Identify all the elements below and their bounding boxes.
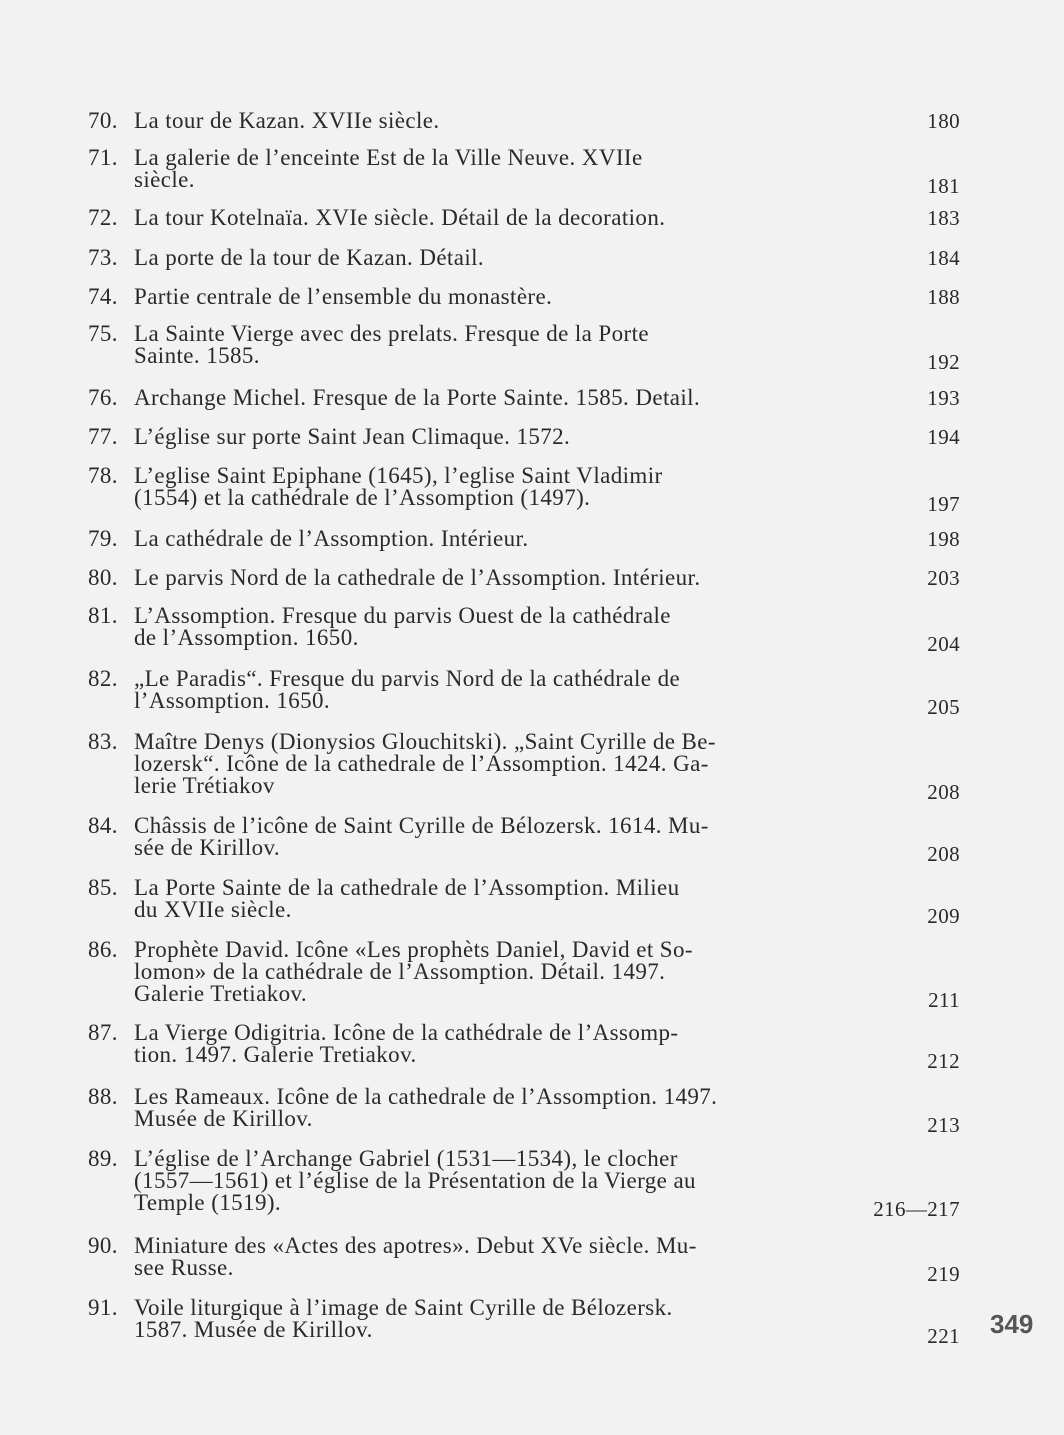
caption-line: La cathédrale de l’Assomption. Intérieur. — [134, 526, 529, 551]
caption-line: Prophète David. Icône «Les prophèts Daniel, David et So- — [134, 937, 693, 962]
item-caption — [134, 1297, 908, 1341]
item-caption — [134, 1086, 908, 1130]
item-caption — [134, 1148, 908, 1214]
item-number: 79. — [88, 526, 118, 551]
page-reference: 198 — [927, 527, 960, 551]
page-reference: 192 — [927, 350, 960, 374]
list-item — [88, 729, 960, 804]
item-number: 81. — [88, 603, 118, 628]
caption-line: siècle. — [134, 167, 195, 192]
list-item — [88, 1295, 960, 1348]
caption-line: La porte de la tour de Kazan. Détail. — [134, 245, 485, 270]
item-number: 82. — [88, 666, 118, 691]
caption-line: La Sainte Vierge avec des prelats. Fresque de la Porte — [134, 321, 649, 346]
item-number: 77. — [88, 424, 118, 449]
caption-line: tion. 1497. Galerie Tretiakov. — [134, 1042, 417, 1067]
caption-line: La Vierge Odigitria. Icône de la cathédrale de l’Assomp- — [134, 1020, 679, 1045]
list-item — [88, 426, 960, 448]
page-reference: 188 — [927, 285, 960, 309]
page-reference: 219 — [927, 1262, 960, 1286]
list-item — [88, 247, 960, 269]
caption-line: du XVIIe siècle. — [134, 897, 292, 922]
caption-line: lozersk“. Icône de la cathedrale de l’Assomption. 1424. Ga- — [134, 751, 709, 776]
caption-line: Sainte. 1585. — [134, 343, 260, 368]
list-item — [88, 1233, 960, 1286]
caption-line: La Porte Sainte de la cathedrale de l’Assomption. Milieu — [134, 875, 680, 900]
list-item — [88, 567, 960, 589]
list-item — [88, 1146, 960, 1221]
page-reference: 193 — [927, 386, 960, 410]
item-caption — [134, 426, 908, 448]
item-caption — [134, 247, 908, 269]
list-item — [88, 145, 960, 198]
item-caption — [134, 939, 908, 1005]
page-reference: 183 — [927, 206, 960, 230]
list-item — [88, 110, 960, 132]
item-caption — [134, 387, 908, 409]
item-caption — [134, 323, 908, 367]
item-caption — [134, 668, 908, 712]
list-item — [88, 1084, 960, 1137]
item-number: 87. — [88, 1020, 118, 1045]
page-reference: 204 — [927, 632, 960, 656]
caption-line: L’eglise Saint Epiphane (1645), l’eglise Saint Vladimir — [134, 463, 663, 488]
item-number: 73. — [88, 245, 118, 270]
page-reference: 180 — [927, 109, 960, 133]
item-number: 85. — [88, 875, 118, 900]
caption-line: lomon» de la cathédrale de l’Assomption. Détail. 1497. — [134, 959, 666, 984]
caption-line: La tour Kotelnaïa. XVIe siècle. Détail de la decoration. — [134, 205, 666, 230]
caption-line: Châssis de l’icône de Saint Cyrille de Bélozersk. 1614. Mu- — [134, 813, 709, 838]
caption-line: Les Rameaux. Icône de la cathedrale de l’Assomption. 1497. — [134, 1084, 718, 1109]
caption-line: Archange Michel. Fresque de la Porte Sainte. 1585. Detail. — [134, 385, 701, 410]
item-number: 91. — [88, 1295, 118, 1320]
list-item — [88, 1020, 960, 1073]
page-number: 349 — [990, 1309, 1034, 1339]
caption-line: Partie centrale de l’ensemble du monastère. — [134, 284, 553, 309]
caption-line: lerie Trétiakov — [134, 773, 275, 798]
page-reference: 209 — [927, 904, 960, 928]
list-item — [88, 937, 960, 1012]
caption-line: 1587. Musée de Kirillov. — [134, 1317, 373, 1342]
list-item — [88, 286, 960, 308]
item-caption — [134, 110, 908, 132]
item-number: 88. — [88, 1084, 118, 1109]
caption-line: Musée de Kirillov. — [134, 1106, 313, 1131]
item-caption — [134, 731, 908, 797]
list-item — [88, 387, 960, 409]
caption-line: „Le Paradis“. Fresque du parvis Nord de la cathédrale de — [134, 666, 681, 691]
caption-line: Temple (1519). — [134, 1190, 282, 1215]
page-reference: 216—217 — [873, 1197, 960, 1221]
caption-line: L’Assomption. Fresque du parvis Ouest de la cathédrale — [134, 603, 671, 628]
page-reference: 194 — [927, 425, 960, 449]
caption-line: see Russe. — [134, 1255, 234, 1280]
page-reference: 197 — [927, 492, 960, 516]
caption-line: (1554) et la cathédrale de l’Assomption (1497). — [134, 485, 591, 510]
item-number: 83. — [88, 729, 118, 754]
list-item — [88, 666, 960, 719]
caption-line: Maître Denys (Dionysios Glouchitski). „Saint Cyrille de Be- — [134, 729, 716, 754]
caption-line: Le parvis Nord de la cathedrale de l’Assomption. Intérieur. — [134, 565, 701, 590]
list-item — [88, 603, 960, 656]
page-reference: 211 — [928, 988, 960, 1012]
item-caption — [134, 286, 908, 308]
item-number: 76. — [88, 385, 118, 410]
caption-line: Miniature des «Actes des apotres». Debut XVe siècle. Mu- — [134, 1233, 697, 1258]
item-caption — [134, 815, 908, 859]
caption-line: La tour de Kazan. XVIIe siècle. — [134, 108, 440, 133]
caption-line: (1557—1561) et l’église de la Présentation de la Vierge au — [134, 1168, 696, 1193]
item-caption — [134, 1022, 908, 1066]
caption-line: L’église sur porte Saint Jean Climaque. 1572. — [134, 424, 571, 449]
item-number: 90. — [88, 1233, 118, 1258]
page-reference: 208 — [927, 780, 960, 804]
page-reference: 205 — [927, 695, 960, 719]
caption-line: Voile liturgique à l’image de Saint Cyrille de Bélozersk. — [134, 1295, 673, 1320]
caption-line: Galerie Tretiakov. — [134, 981, 308, 1006]
list-item — [88, 813, 960, 866]
item-number: 89. — [88, 1146, 118, 1171]
list-item — [88, 463, 960, 516]
page-reference: 181 — [927, 174, 960, 198]
item-caption — [134, 528, 908, 550]
page-reference: 184 — [927, 246, 960, 270]
page-reference: 213 — [927, 1113, 960, 1137]
item-caption — [134, 207, 908, 229]
list-item — [88, 528, 960, 550]
item-caption — [134, 465, 908, 509]
page-reference: 221 — [927, 1324, 960, 1348]
caption-line: L’église de l’Archange Gabriel (1531—1534), le clocher — [134, 1146, 678, 1171]
item-number: 84. — [88, 813, 118, 838]
item-number: 74. — [88, 284, 118, 309]
item-number: 78. — [88, 463, 118, 488]
caption-line: La galerie de l’enceinte Est de la Ville Neuve. XVIIe — [134, 145, 643, 170]
page-reference: 203 — [927, 566, 960, 590]
list-item — [88, 207, 960, 229]
list-item — [88, 875, 960, 928]
item-number: 86. — [88, 937, 118, 962]
item-number: 80. — [88, 565, 118, 590]
item-caption — [134, 877, 908, 921]
item-number: 70. — [88, 108, 118, 133]
item-number: 75. — [88, 321, 118, 346]
caption-line: l’Assomption. 1650. — [134, 688, 331, 713]
page-reference: 212 — [927, 1049, 960, 1073]
item-number: 72. — [88, 205, 118, 230]
item-number: 71. — [88, 145, 118, 170]
caption-line: sée de Kirillov. — [134, 835, 281, 860]
item-caption — [134, 605, 908, 649]
page-reference: 208 — [927, 842, 960, 866]
list-item — [88, 321, 960, 374]
caption-line: de l’Assomption. 1650. — [134, 625, 359, 650]
item-caption — [134, 147, 908, 191]
item-caption — [134, 567, 908, 589]
item-caption — [134, 1235, 908, 1279]
